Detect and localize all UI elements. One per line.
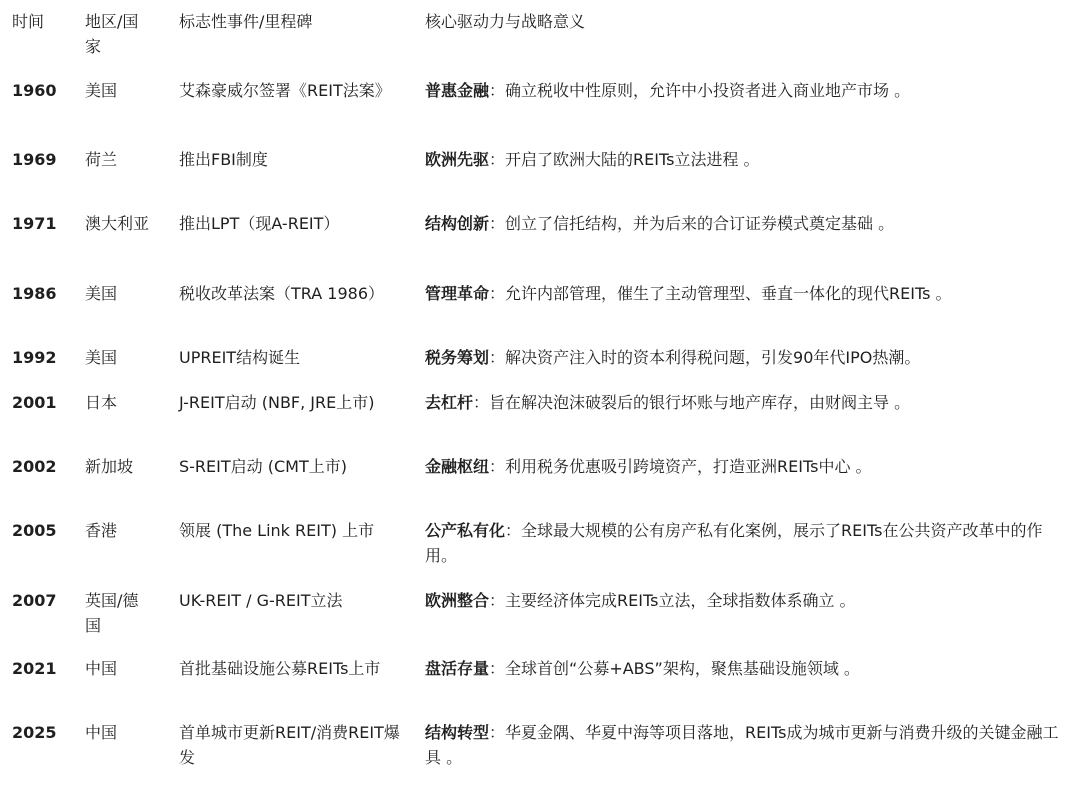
row-desc <box>425 588 1070 613</box>
row-year: 1960 <box>12 81 57 100</box>
row-event: 艾森豪威尔签署《REIT法案》 <box>179 81 391 100</box>
row-sep: ： <box>473 393 490 412</box>
row-text: 全球最大规模的公有房产私有化案例，展示了REITs在公共资产改革中的作用。 <box>425 521 1043 565</box>
row-text: 确立税收中性原则，允许中小投资者进入商业地产市场 。 <box>505 81 911 100</box>
row-region: 英国/德国 <box>85 591 139 635</box>
row-sep: ： <box>489 659 506 678</box>
row-sep: ： <box>489 348 506 367</box>
row-event: 税收改革法案（TRA 1986） <box>179 284 384 303</box>
row-desc <box>425 281 1070 306</box>
row-event: 推出LPT（现A-REIT） <box>179 214 340 233</box>
header-desc: 核心驱动力与战略意义 <box>425 12 586 31</box>
row-sep: ： <box>489 591 506 610</box>
row-event: S-REIT启动 (CMT上市) <box>179 457 347 476</box>
row-region: 美国 <box>85 348 118 367</box>
row-year: 1986 <box>12 284 57 303</box>
header-event: 标志性事件/里程碑 <box>179 12 313 31</box>
row-event: 首批基础设施公募REITs上市 <box>179 659 381 678</box>
row-region: 新加坡 <box>85 457 134 476</box>
row-region: 美国 <box>85 284 118 303</box>
header-time: 时间 <box>12 12 45 31</box>
row-event: J-REIT启动 (NBF, JRE上市) <box>179 393 375 412</box>
row-desc <box>425 147 1070 172</box>
row-text: 全球首创“公募+ABS”架构，聚焦基础设施领域 。 <box>505 659 860 678</box>
row-tag: 去杠杆 <box>425 393 474 412</box>
row-text: 利用税务优惠吸引跨境资产，打造亚洲REITs中心 。 <box>505 457 872 476</box>
row-tag: 税务筹划 <box>425 348 490 367</box>
row-tag: 欧洲先驱 <box>425 150 490 169</box>
row-desc <box>425 78 1070 103</box>
header-region: 地区/国家 <box>85 12 139 56</box>
row-tag: 普惠金融 <box>425 81 490 100</box>
row-year: 1969 <box>12 150 57 169</box>
row-event: UK-REIT / G-REIT立法 <box>179 591 343 610</box>
row-year: 2025 <box>12 723 57 742</box>
row-tag: 金融枢纽 <box>425 457 490 476</box>
row-event: 首单城市更新REIT/消费REIT爆发 <box>179 723 400 767</box>
row-text: 华夏金隅、华夏中海等项目落地，REITs成为城市更新与消费升级的关键金融工具 。 <box>425 723 1059 767</box>
row-event: 领展 (The Link REIT) 上市 <box>179 521 375 540</box>
row-desc <box>425 656 1070 681</box>
row-region: 美国 <box>85 81 118 100</box>
row-tag: 结构转型 <box>425 723 490 742</box>
row-event: UPREIT结构诞生 <box>179 348 301 367</box>
row-desc <box>425 390 1070 415</box>
row-tag: 盘活存量 <box>425 659 490 678</box>
row-year: 2021 <box>12 659 57 678</box>
row-tag: 管理革命 <box>425 284 490 303</box>
row-region: 荷兰 <box>85 150 118 169</box>
row-text: 解决资产注入时的资本利得税问题，引发90年代IPO热潮。 <box>505 348 921 367</box>
row-year: 2002 <box>12 457 57 476</box>
row-year: 2001 <box>12 393 57 412</box>
row-sep: ： <box>489 284 506 303</box>
row-text: 主要经济体完成REITs立法，全球指数体系确立 。 <box>505 591 856 610</box>
row-text: 旨在解决泡沫破裂后的银行坏账与地产库存，由财阀主导 。 <box>489 393 911 412</box>
row-sep: ： <box>489 150 506 169</box>
row-desc <box>425 454 1070 479</box>
row-event: 推出FBI制度 <box>179 150 268 169</box>
row-tag: 欧洲整合 <box>425 591 490 610</box>
row-year: 2005 <box>12 521 57 540</box>
row-desc <box>425 345 1070 370</box>
row-tag: 公产私有化 <box>425 521 506 540</box>
row-text: 允许内部管理，催生了主动管理型、垂直一体化的现代REITs 。 <box>505 284 952 303</box>
row-region: 中国 <box>85 723 118 742</box>
row-year: 2007 <box>12 591 57 610</box>
row-region: 中国 <box>85 659 118 678</box>
row-region: 日本 <box>85 393 118 412</box>
row-year: 1992 <box>12 348 57 367</box>
row-sep: ： <box>489 81 506 100</box>
row-region: 澳大利亚 <box>85 214 150 233</box>
row-desc <box>425 211 1070 236</box>
row-year: 1971 <box>12 214 57 233</box>
row-text: 创立了信托结构，并为后来的合订证券模式奠定基础 。 <box>505 214 895 233</box>
row-sep: ： <box>489 723 506 742</box>
row-desc <box>425 518 1070 568</box>
row-text: 开启了欧洲大陆的REITs立法进程 。 <box>505 150 760 169</box>
row-sep: ： <box>505 521 522 540</box>
row-desc <box>425 720 1070 770</box>
row-sep: ： <box>489 214 506 233</box>
row-sep: ： <box>489 457 506 476</box>
row-region: 香港 <box>85 521 118 540</box>
row-tag: 结构创新 <box>425 214 490 233</box>
